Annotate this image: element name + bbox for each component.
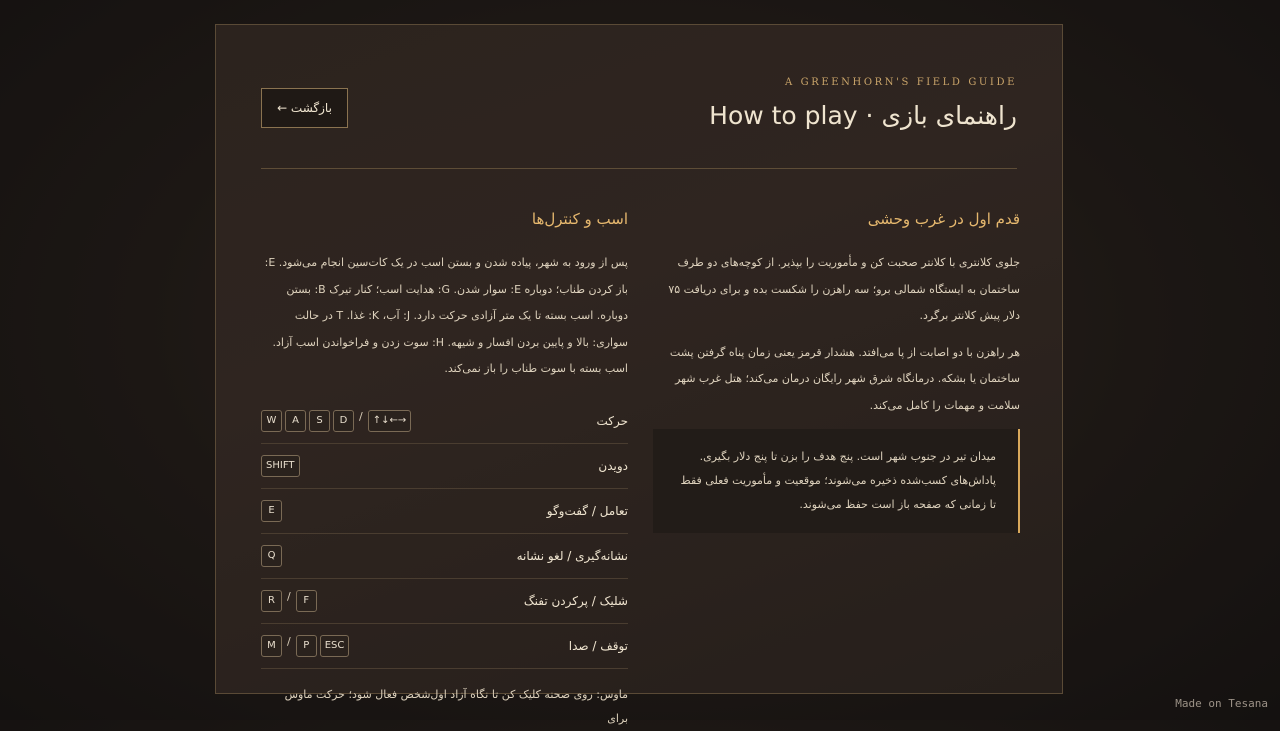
guide-panel [215, 24, 1063, 725]
key-cap: A [285, 410, 306, 432]
controls-heading: اسب و کنترل‌ها [531, 210, 628, 228]
key-group [261, 455, 300, 477]
made-on-credit: Made on Tesana [1175, 697, 1268, 710]
control-row [261, 579, 628, 624]
control-row [261, 489, 628, 534]
first-steps-section [653, 210, 1020, 533]
key-cap: S [309, 410, 330, 432]
shooting-range-callout: میدان تیر در جنوب شهر است. پنج هدف را بزن تا پنج دلار بگیری. پاداش‌های کسب‌شده ذخیره می‌شوند؛ موقعیت و مأموریت فعلی فقط تا زمانی که صفحه باز است حفظ می‌شوند. [653, 429, 1020, 533]
key-cap: R [261, 590, 282, 612]
key-separator: / [287, 635, 291, 648]
key-cap: SHIFT [261, 455, 300, 477]
page-title: راهنمای بازی · How to play [709, 101, 1017, 130]
key-cap: D [333, 410, 354, 432]
key-cap: W [261, 410, 282, 432]
key-cap: F [296, 590, 317, 612]
header-divider [261, 168, 1017, 169]
control-label: تعامل / گفت‌وگو [546, 503, 628, 518]
control-label: نشانه‌گیری / لغو نشانه [516, 548, 628, 563]
key-group [261, 410, 411, 432]
key-separator: / [287, 590, 291, 603]
back-button[interactable]: بازگشت ← [261, 88, 348, 128]
first-steps-paragraph-1: جلوی کلانتری با کلانتر صحبت کن و مأموریت را بپذیر. از کوچه‌های دو طرف ساختمان به ایستگاه شمالی برو؛ سه راهزن را شکست بده و برای دریافت ۷۵ دلار پیش کلانتر برگرد. [668, 256, 1020, 322]
key-group [261, 590, 317, 612]
control-row [261, 399, 628, 444]
first-steps-paragraph-2: هر راهزن با دو اصابت از پا می‌افتد. هشدار قرمز یعنی زمان پناه گرفتن پشت ساختمان یا بشکه. درمانگاه شرق شهر رایگان درمان می‌کند؛ هتل غرب شهر سلامت و مهمات را کامل می‌کند. [669, 345, 1020, 412]
controls-section [261, 210, 628, 731]
key-group [261, 545, 282, 567]
controls-list [261, 399, 628, 669]
key-group [261, 635, 349, 657]
key-separator: / [359, 410, 363, 423]
key-cap: ↑↓←→ [368, 410, 412, 432]
mouse-note: ماوس: روی صحنه کلیک کن تا نگاه آزاد اول‌شخص فعال شود؛ حرکت ماوس برای [284, 687, 628, 725]
control-label: توقف / صدا [568, 638, 628, 653]
control-row [261, 624, 628, 669]
key-cap: ESC [320, 635, 350, 657]
control-row [261, 534, 628, 579]
control-label: دویدن [598, 458, 628, 473]
key-cap: M [261, 635, 282, 657]
control-label: حرکت [596, 413, 628, 428]
first-steps-heading: قدم اول در غرب وحشی [867, 210, 1020, 228]
guide-kicker: A GREENHORN'S FIELD GUIDE [785, 77, 1017, 88]
key-cap: P [296, 635, 317, 657]
horse-instructions: پس از ورود به شهر، پیاده شدن و بستن اسب در یک کات‌سین انجام می‌شود. E: باز کردن طناب؛ دوباره E: سوار شدن. G: هدایت اسب؛ کنار تیرک B: بستن دوباره. اسب بسته تا یک متر آزادی حرکت دارد. J: آب، K: غذا. T در حالت سواری: بالا و پایین بردن افسار و شیهه. H: سوت زدن و فراخواندن اسب آزاد. اسب بسته با سوت طناب را باز نمی‌کند. [264, 256, 628, 375]
control-row [261, 444, 628, 489]
key-group [261, 500, 282, 522]
control-label: شلیک / پرکردن تفنگ [523, 593, 628, 608]
key-cap: Q [261, 545, 282, 567]
key-cap: E [261, 500, 282, 522]
